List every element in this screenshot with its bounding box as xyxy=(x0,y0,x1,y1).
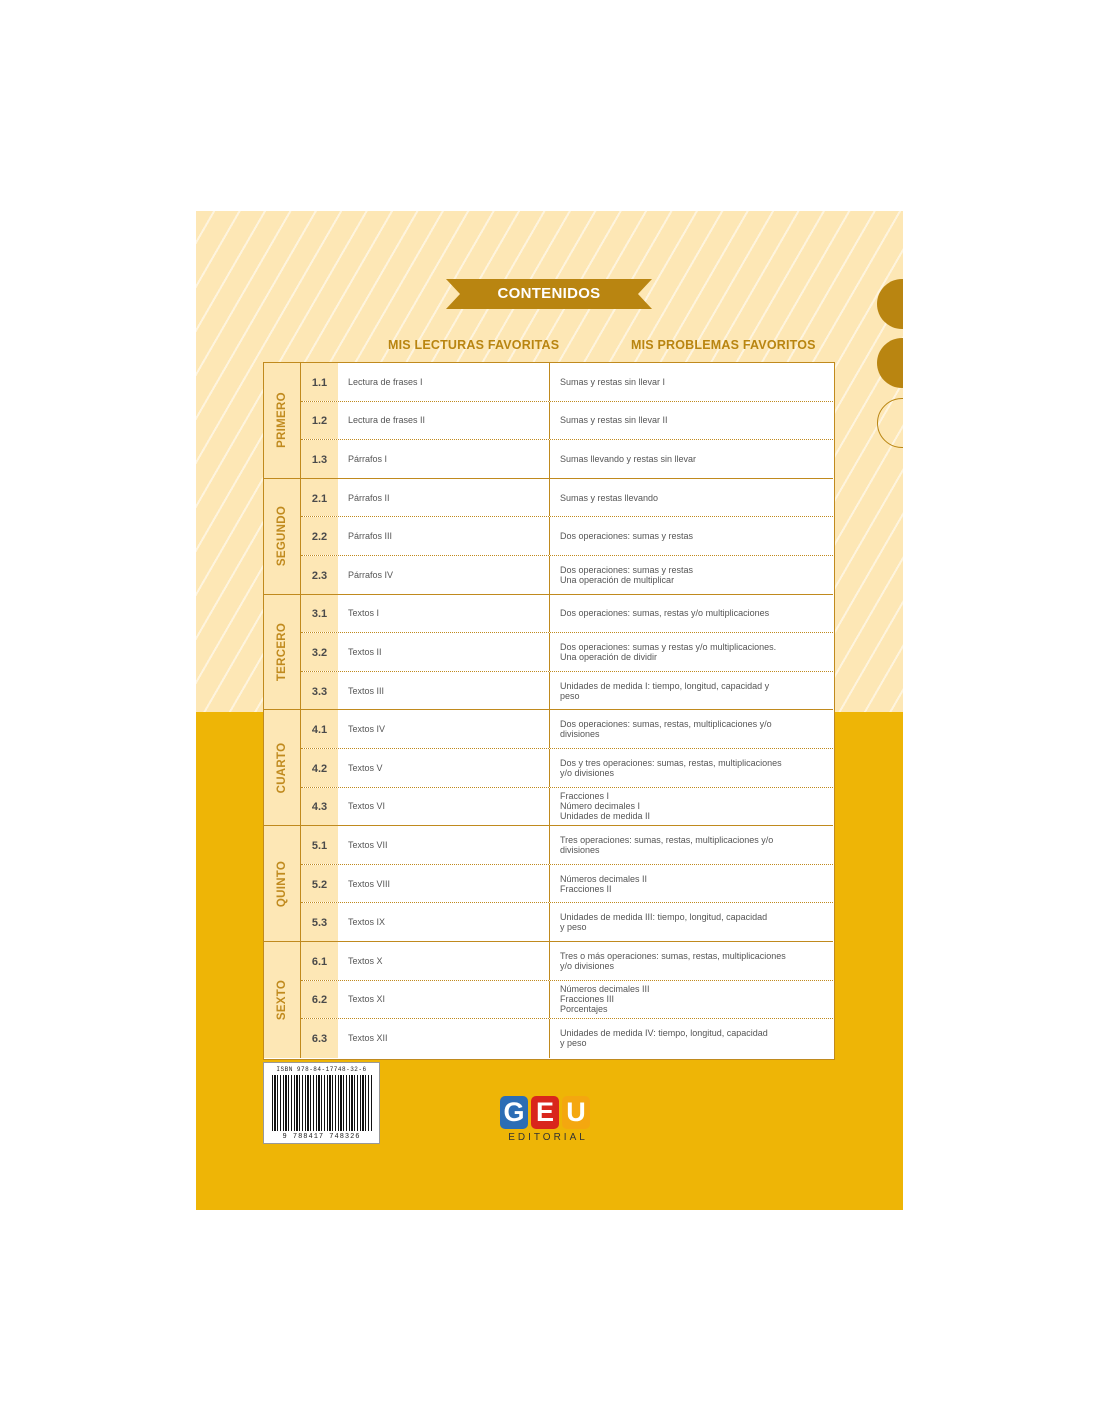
unit-number: 4.1 xyxy=(301,710,338,748)
problem-description xyxy=(560,440,828,478)
logo-letter-u: U xyxy=(562,1096,590,1129)
column-divider xyxy=(549,556,550,594)
problem-line: Porcentajes xyxy=(560,1004,608,1015)
reading-title: Textos XI xyxy=(348,994,386,1005)
column-divider xyxy=(549,363,550,401)
column-header-readings: MIS LECTURAS FAVORITAS xyxy=(388,338,560,352)
problem-line: Tres o más operaciones: sumas, restas, multiplicaciones xyxy=(560,950,786,961)
problem-line: Una operación de dividir xyxy=(560,651,658,662)
problem-description xyxy=(560,710,828,748)
level-6 xyxy=(264,942,301,1058)
column-divider xyxy=(549,1019,550,1058)
reading-title: Textos I xyxy=(348,608,380,619)
unit-number: 2.2 xyxy=(301,517,338,555)
column-divider xyxy=(549,981,550,1019)
reading-title: Textos VIII xyxy=(348,878,391,889)
problem-line: Sumas y restas llevando xyxy=(560,492,659,503)
problem-line: Unidades de medida III: tiempo, longitud, capacidad xyxy=(560,912,768,923)
reading-title: Textos XII xyxy=(348,1033,388,1044)
reading-title: Párrafos III xyxy=(348,531,393,542)
reading-title: Textos IX xyxy=(348,917,386,928)
unit-number: 2.3 xyxy=(301,556,338,594)
problem-line: divisiones xyxy=(560,729,600,740)
level-label: QUINTO xyxy=(276,860,288,907)
reading-title: Párrafos II xyxy=(348,492,390,503)
reading-title: Textos VI xyxy=(348,801,386,812)
column-header-problems: MIS PROBLEMAS FAVORITOS xyxy=(631,338,816,352)
problem-line: peso xyxy=(560,690,580,701)
reading-title: Párrafos I xyxy=(348,453,388,464)
problem-line: Dos operaciones: sumas y restas xyxy=(560,564,694,575)
table-row xyxy=(301,633,833,672)
level-3 xyxy=(264,595,301,711)
table-row xyxy=(301,363,833,402)
unit-number: 5.2 xyxy=(301,865,338,903)
level-label: SEGUNDO xyxy=(276,506,288,567)
reading-title: Textos X xyxy=(348,955,383,966)
table-row xyxy=(301,402,833,441)
table-row xyxy=(301,672,833,711)
problem-description xyxy=(560,402,828,440)
reading-title: Textos VII xyxy=(348,839,388,850)
level-label: CUARTO xyxy=(276,742,288,794)
column-divider xyxy=(549,749,550,787)
level-4 xyxy=(264,710,301,826)
isbn-barcode xyxy=(263,1062,380,1144)
problem-description xyxy=(560,595,828,633)
column-divider xyxy=(549,402,550,440)
problem-line: Fracciones III xyxy=(560,994,615,1005)
barcode-bars xyxy=(272,1075,372,1131)
reading-title: Textos III xyxy=(348,685,385,696)
level-label: TERCERO xyxy=(276,622,288,682)
column-divider xyxy=(549,595,550,633)
unit-number: 4.2 xyxy=(301,749,338,787)
problem-description xyxy=(560,826,828,864)
geu-editorial-logo xyxy=(500,1096,598,1146)
reading-title: Lectura de frases I xyxy=(348,376,423,387)
column-divider xyxy=(549,903,550,941)
problem-line: y/o divisiones xyxy=(560,767,615,778)
problem-line: Sumas y restas sin llevar I xyxy=(560,376,666,387)
problem-line: Una operación de multiplicar xyxy=(560,574,675,585)
problem-description xyxy=(560,981,828,1019)
unit-number: 1.1 xyxy=(301,363,338,401)
problem-line: Números decimales II xyxy=(560,873,648,884)
reading-title: Párrafos IV xyxy=(348,569,394,580)
barcode-digits: 9 788417 748326 xyxy=(282,1133,361,1141)
logo-letter-e: E xyxy=(531,1096,559,1129)
problem-line: Sumas llevando y restas sin llevar xyxy=(560,453,697,464)
reading-title: Textos II xyxy=(348,646,382,657)
table-row xyxy=(301,517,833,556)
problem-description xyxy=(560,672,828,710)
problem-line: Fracciones II xyxy=(560,883,612,894)
table-row xyxy=(301,788,833,827)
problem-line: Unidades de medida II xyxy=(560,811,651,822)
unit-number: 6.2 xyxy=(301,981,338,1019)
back-cover xyxy=(196,211,903,1210)
problem-line: Tres operaciones: sumas, restas, multiplicaciones y/o xyxy=(560,834,774,845)
problem-line: y/o divisiones xyxy=(560,960,615,971)
problem-description xyxy=(560,556,828,594)
problem-description xyxy=(560,633,828,671)
unit-number: 4.3 xyxy=(301,788,338,826)
reading-title: Textos IV xyxy=(348,724,386,735)
level-label: SEXTO xyxy=(276,979,288,1021)
problem-description xyxy=(560,903,828,941)
column-divider xyxy=(549,865,550,903)
column-divider xyxy=(549,517,550,555)
logo-subtitle: EDITORIAL xyxy=(508,1132,588,1143)
problem-line: Unidades de medida I: tiempo, longitud, capacidad y xyxy=(560,680,770,691)
table-row xyxy=(301,479,833,518)
problem-description xyxy=(560,749,828,787)
column-divider xyxy=(549,710,550,748)
unit-number: 5.3 xyxy=(301,903,338,941)
unit-number: 3.1 xyxy=(301,595,338,633)
problem-description xyxy=(560,942,828,980)
unit-number: 6.1 xyxy=(301,942,338,980)
problem-line: Números decimales III xyxy=(560,984,650,995)
logo-letter-g: G xyxy=(500,1096,528,1129)
table-row xyxy=(301,865,833,904)
table-row xyxy=(301,942,833,981)
problem-line: Número decimales I xyxy=(560,801,641,812)
table-row xyxy=(301,826,833,865)
table-row xyxy=(301,903,833,942)
table-row xyxy=(301,595,833,634)
contents-table xyxy=(263,362,835,1060)
level-1 xyxy=(264,363,301,479)
unit-number: 1.3 xyxy=(301,440,338,478)
level-5 xyxy=(264,826,301,942)
contents-title: CONTENIDOS xyxy=(497,285,601,302)
unit-number: 1.2 xyxy=(301,402,338,440)
problem-line: Dos operaciones: sumas, restas y/o multiplicaciones xyxy=(560,608,770,619)
problem-line: Dos operaciones: sumas y restas xyxy=(560,531,694,542)
problem-line: Sumas y restas sin llevar II xyxy=(560,415,668,426)
isbn-text: ISBN 978-84-17748-32-6 xyxy=(276,1066,367,1073)
problem-line: y peso xyxy=(560,922,587,933)
problem-line: Dos y tres operaciones: sumas, restas, multiplicaciones xyxy=(560,757,782,768)
table-row xyxy=(301,981,833,1020)
problem-line: divisiones xyxy=(560,844,600,855)
column-divider xyxy=(549,942,550,980)
reading-title: Lectura de frases II xyxy=(348,415,426,426)
problem-line: y peso xyxy=(560,1038,587,1049)
problem-description xyxy=(560,865,828,903)
level-label: PRIMERO xyxy=(276,392,288,449)
unit-number: 5.1 xyxy=(301,826,338,864)
problem-line: Fracciones I xyxy=(560,791,610,802)
problem-description xyxy=(560,479,828,517)
reading-title: Textos V xyxy=(348,762,383,773)
problem-line: Dos operaciones: sumas y restas y/o multiplicaciones. xyxy=(560,641,777,652)
table-row xyxy=(301,710,833,749)
table-row xyxy=(301,440,833,479)
column-divider xyxy=(549,479,550,517)
unit-number: 6.3 xyxy=(301,1019,338,1058)
problem-line: Unidades de medida IV: tiempo, longitud, capacidad xyxy=(560,1028,768,1039)
problem-description xyxy=(560,1019,828,1058)
unit-number: 3.2 xyxy=(301,633,338,671)
column-divider xyxy=(549,672,550,710)
problem-description xyxy=(560,363,828,401)
table-row xyxy=(301,556,833,595)
column-divider xyxy=(549,788,550,826)
unit-number: 3.3 xyxy=(301,672,338,710)
unit-number: 2.1 xyxy=(301,479,338,517)
level-2 xyxy=(264,479,301,595)
column-divider xyxy=(549,826,550,864)
problem-line: Dos operaciones: sumas, restas, multiplicaciones y/o xyxy=(560,719,772,730)
table-row xyxy=(301,1019,833,1058)
table-row xyxy=(301,749,833,788)
contents-banner xyxy=(446,279,652,309)
column-divider xyxy=(549,633,550,671)
problem-description xyxy=(560,788,828,826)
problem-description xyxy=(560,517,828,555)
column-divider xyxy=(549,440,550,478)
